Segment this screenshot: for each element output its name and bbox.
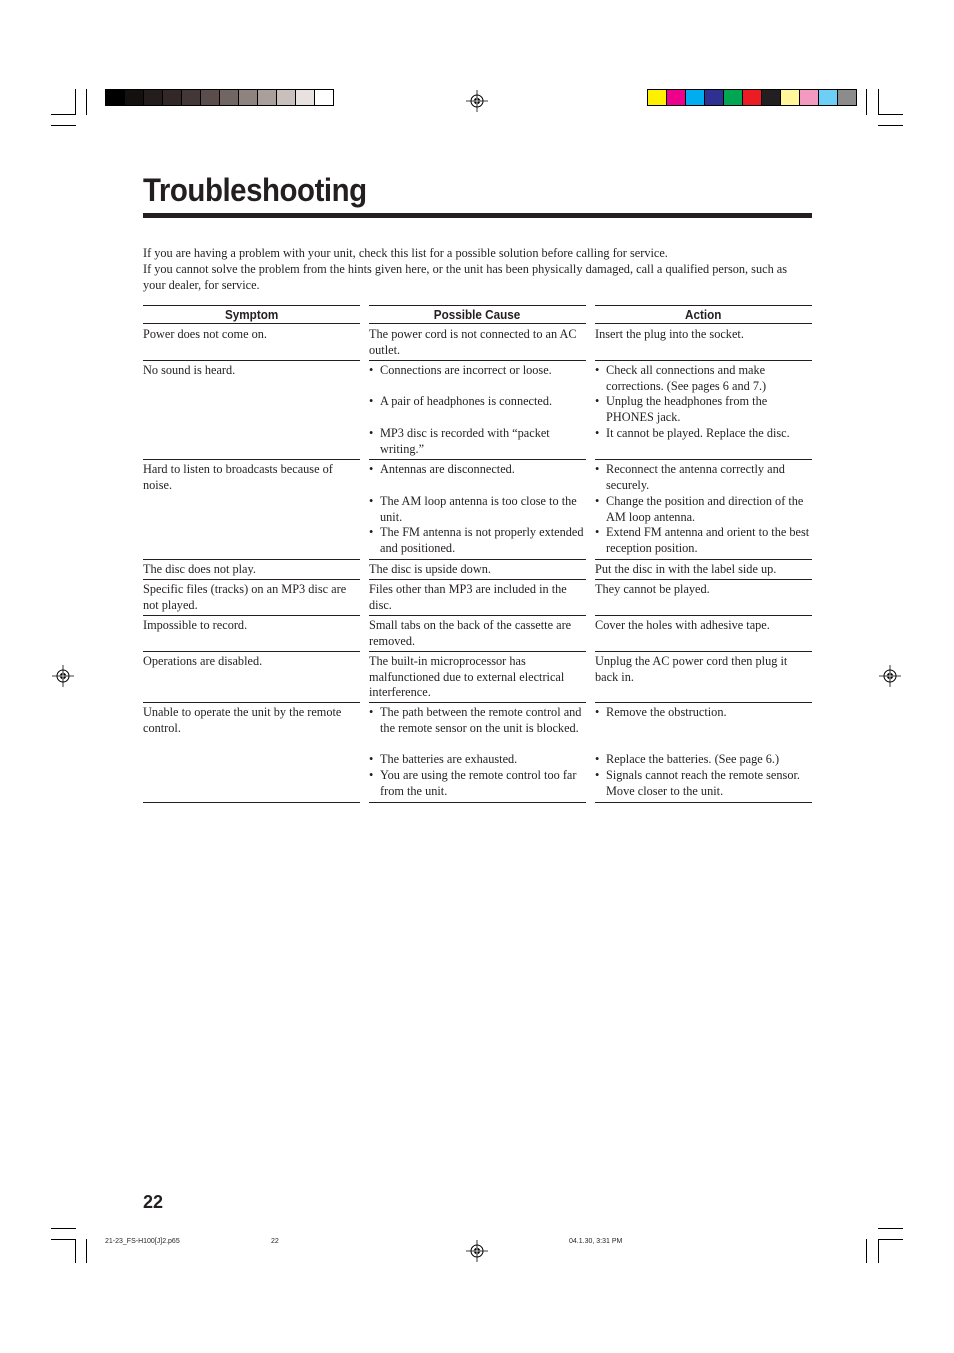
action-cell xyxy=(595,702,812,803)
intro-paragraph: If you are having a problem with your unit, check this list for a possible solution before calling for service. xyxy=(143,246,668,260)
color-swatch xyxy=(648,90,666,105)
color-swatch xyxy=(723,90,742,105)
action-text: Unplug the AC power cord then plug it back in. xyxy=(595,654,788,684)
cause-text: The power cord is not connected to an AC outlet. xyxy=(369,327,577,357)
cause-cell xyxy=(369,559,586,580)
registration-mark-icon xyxy=(879,665,901,687)
action-column xyxy=(595,305,812,798)
registration-mark-icon xyxy=(52,665,74,687)
action-header: Action xyxy=(595,305,812,324)
action-cell xyxy=(595,360,812,460)
action-bullet-item: • Replace the batteries. (See page 6.) xyxy=(595,752,812,768)
cause-bullet-item: • A pair of headphones is connected. xyxy=(369,394,586,410)
action-cell xyxy=(595,579,812,616)
cause-text: Small tabs on the back of the cassette are removed. xyxy=(369,618,572,648)
action-bullet-item: • Check all connections and make corrections. (See pages 6 and 7.) xyxy=(595,363,812,394)
color-swatch xyxy=(742,90,761,105)
action-text: They cannot be played. xyxy=(595,582,710,596)
color-swatch xyxy=(314,90,333,105)
cause-cell xyxy=(369,459,586,560)
color-swatch xyxy=(666,90,685,105)
cause-bullet-item: • Antennas are disconnected. xyxy=(369,462,586,478)
color-swatch xyxy=(276,90,295,105)
action-bullet-item: • Remove the obstruction. xyxy=(595,705,812,721)
symptom-text: Power does not come on. xyxy=(143,327,267,341)
symptom-text: Operations are disabled. xyxy=(143,654,263,668)
color-swatch xyxy=(761,90,780,105)
intro-text xyxy=(143,245,812,293)
symptom-cell xyxy=(143,459,360,560)
cause-bullet-item: • The FM antenna is not properly extended and positioned. xyxy=(369,525,586,556)
cause-bullet-item: • The path between the remote control and the remote sensor on the unit is blocked. xyxy=(369,705,586,736)
intro-paragraph: If you cannot solve the problem from the hints given here, or the unit has been physically damaged, call a qualified person, such as your dealer, for service. xyxy=(143,262,788,292)
symptom-text: The disc does not play. xyxy=(143,562,256,576)
page-number: 22 xyxy=(143,1192,164,1212)
registration-mark-icon xyxy=(466,1240,488,1262)
cause-bullet-item: • You are using the remote control too far from the unit. xyxy=(369,768,586,799)
symptom-cell xyxy=(143,615,360,652)
symptom-cell xyxy=(143,579,360,616)
action-bullet-item: • Change the position and direction of the AM loop antenna. xyxy=(595,494,812,525)
cause-cell xyxy=(369,651,586,703)
cause-column xyxy=(369,305,586,798)
action-bullet-item: • It cannot be played. Replace the disc. xyxy=(595,426,812,442)
gray-color-bar xyxy=(105,89,334,106)
color-swatch xyxy=(162,90,181,105)
action-bullet-item: • Signals cannot reach the remote sensor. Move closer to the unit. xyxy=(595,768,812,799)
symptom-cell xyxy=(143,559,360,580)
color-swatch xyxy=(295,90,314,105)
symptom-cell xyxy=(143,651,360,703)
action-text: Put the disc in with the label side up. xyxy=(595,562,777,576)
action-bullet-item: • Reconnect the antenna correctly and securely. xyxy=(595,462,812,493)
color-swatch xyxy=(799,90,818,105)
action-text: Insert the plug into the socket. xyxy=(595,327,744,341)
title-rule xyxy=(143,213,812,218)
cause-bullet-item: • MP3 disc is recorded with “packet writing.” xyxy=(369,426,586,457)
color-swatch xyxy=(238,90,257,105)
action-cell xyxy=(595,651,812,703)
color-swatch xyxy=(219,90,238,105)
color-swatch xyxy=(106,90,124,105)
cause-text: The built-in microprocessor has malfunctioned due to external electrical interference. xyxy=(369,654,565,700)
symptom-text: Specific files (tracks) on an MP3 disc are not played. xyxy=(143,582,347,612)
symptom-cell xyxy=(143,324,360,361)
action-cell xyxy=(595,615,812,652)
color-swatch xyxy=(685,90,704,105)
symptom-cell xyxy=(143,360,360,460)
symptom-text: Hard to listen to broadcasts because of noise. xyxy=(143,462,333,492)
cause-bullet-item: • The batteries are exhausted. xyxy=(369,752,586,768)
cause-text: Files other than MP3 are included in the disc. xyxy=(369,582,567,612)
color-swatch xyxy=(181,90,200,105)
color-swatch xyxy=(837,90,856,105)
page-title: Troubleshooting xyxy=(143,172,367,208)
cause-cell xyxy=(369,579,586,616)
cause-cell xyxy=(369,324,586,361)
cause-text: The disc is upside down. xyxy=(369,562,491,576)
process-color-bar xyxy=(647,89,857,106)
symptom-column xyxy=(143,305,360,735)
cause-cell xyxy=(369,615,586,652)
color-swatch xyxy=(257,90,276,105)
cause-header: Possible Cause xyxy=(369,305,586,324)
footer-date: 04.1.30, 3:31 PM xyxy=(569,1238,623,1245)
cause-bullet-item: • Connections are incorrect or loose. xyxy=(369,363,586,379)
color-swatch xyxy=(704,90,723,105)
symptom-text: Unable to operate the unit by the remote control. xyxy=(143,705,342,735)
cause-cell xyxy=(369,360,586,460)
action-cell xyxy=(595,324,812,361)
registration-mark-icon xyxy=(466,90,488,112)
footer-filename: 21-23_FS-H100[J]2.p65 xyxy=(105,1238,180,1245)
action-bullet-item: • Unplug the headphones from the PHONES jack. xyxy=(595,394,812,425)
action-cell xyxy=(595,559,812,580)
action-text: Cover the holes with adhesive tape. xyxy=(595,618,770,632)
color-swatch xyxy=(818,90,837,105)
color-swatch xyxy=(780,90,799,105)
symptom-header: Symptom xyxy=(143,305,360,324)
color-swatch xyxy=(124,90,143,105)
cause-bullet-item: • The AM loop antenna is too close to the unit. xyxy=(369,494,586,525)
footer-page: 22 xyxy=(271,1238,279,1245)
symptom-text: No sound is heard. xyxy=(143,363,236,377)
symptom-text: Impossible to record. xyxy=(143,618,248,632)
color-swatch xyxy=(143,90,162,105)
action-cell xyxy=(595,459,812,560)
cause-cell xyxy=(369,702,586,803)
action-bullet-item: • Extend FM antenna and orient to the best reception position. xyxy=(595,525,812,556)
color-swatch xyxy=(200,90,219,105)
symptom-cell xyxy=(143,702,360,803)
